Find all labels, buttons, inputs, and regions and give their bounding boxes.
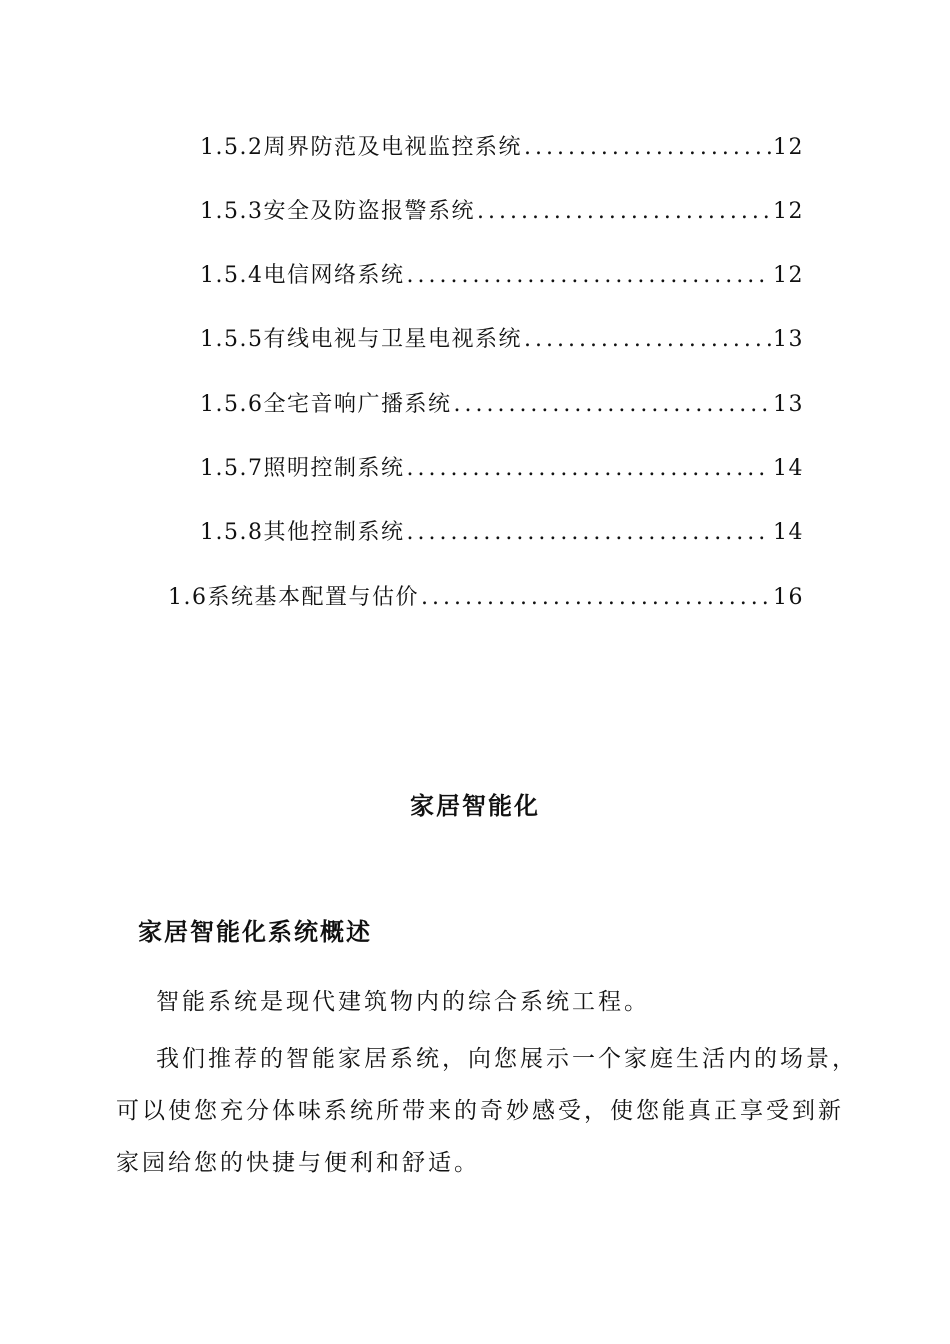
toc-entry-page: 14 <box>773 456 804 481</box>
toc-entry-page: 12 <box>773 199 804 224</box>
toc-entry-label: 1.5.3安全及防盗报警系统 <box>200 199 475 224</box>
toc-entry-page: 14 <box>773 520 804 545</box>
toc-entry-page: 12 <box>773 135 804 160</box>
body-paragraph: 智能系统是现代建筑物内的综合系统工程。 <box>156 989 650 1015</box>
toc-entry[interactable] <box>0 322 804 354</box>
section-title: 家居智能化系统概述 <box>138 918 372 946</box>
toc-entry-page: 13 <box>773 327 804 352</box>
toc-entry-label: 1.5.7照明控制系统 <box>200 456 405 481</box>
body-paragraph: 我们推荐的智能家居系统，向您展示一个家庭生活内的场景，可以使您充分体味系统所带来的奇妙感受，使您能真正享受到新家园给您的快捷与便利和舒适。 <box>116 1046 858 1176</box>
toc-entry[interactable] <box>0 580 804 612</box>
toc-entry-label: 1.5.6全宅音响广播系统 <box>200 392 452 417</box>
toc-leader-dots <box>453 392 771 417</box>
toc-entry-label: 1.5.4电信网络系统 <box>200 263 405 288</box>
toc-leader-dots <box>524 327 771 352</box>
toc-leader-dots <box>421 585 771 610</box>
toc-entry-page: 12 <box>773 263 804 288</box>
toc-entry[interactable] <box>0 130 804 162</box>
toc-leader-dots <box>406 263 771 288</box>
toc-entry-label: 1.5.5有线电视与卫星电视系统 <box>200 327 522 352</box>
toc-leader-dots <box>477 199 771 224</box>
toc-entry-label: 1.5.8其他控制系统 <box>200 520 405 545</box>
toc-entry[interactable] <box>0 387 804 419</box>
toc-entry[interactable] <box>0 194 804 226</box>
toc-leader-dots <box>524 135 771 160</box>
toc-leader-dots <box>406 456 771 481</box>
chapter-title: 家居智能化 <box>410 792 540 820</box>
toc-entry-page: 13 <box>773 392 804 417</box>
toc-leader-dots <box>406 520 771 545</box>
toc-entry[interactable] <box>0 451 804 483</box>
toc-entry-label: 1.6系统基本配置与估价 <box>168 585 419 610</box>
toc-entry[interactable] <box>0 258 804 290</box>
toc-entry[interactable] <box>0 515 804 547</box>
toc-entry-label: 1.5.2周界防范及电视监控系统 <box>200 135 522 160</box>
toc-entry-page: 16 <box>773 585 804 610</box>
